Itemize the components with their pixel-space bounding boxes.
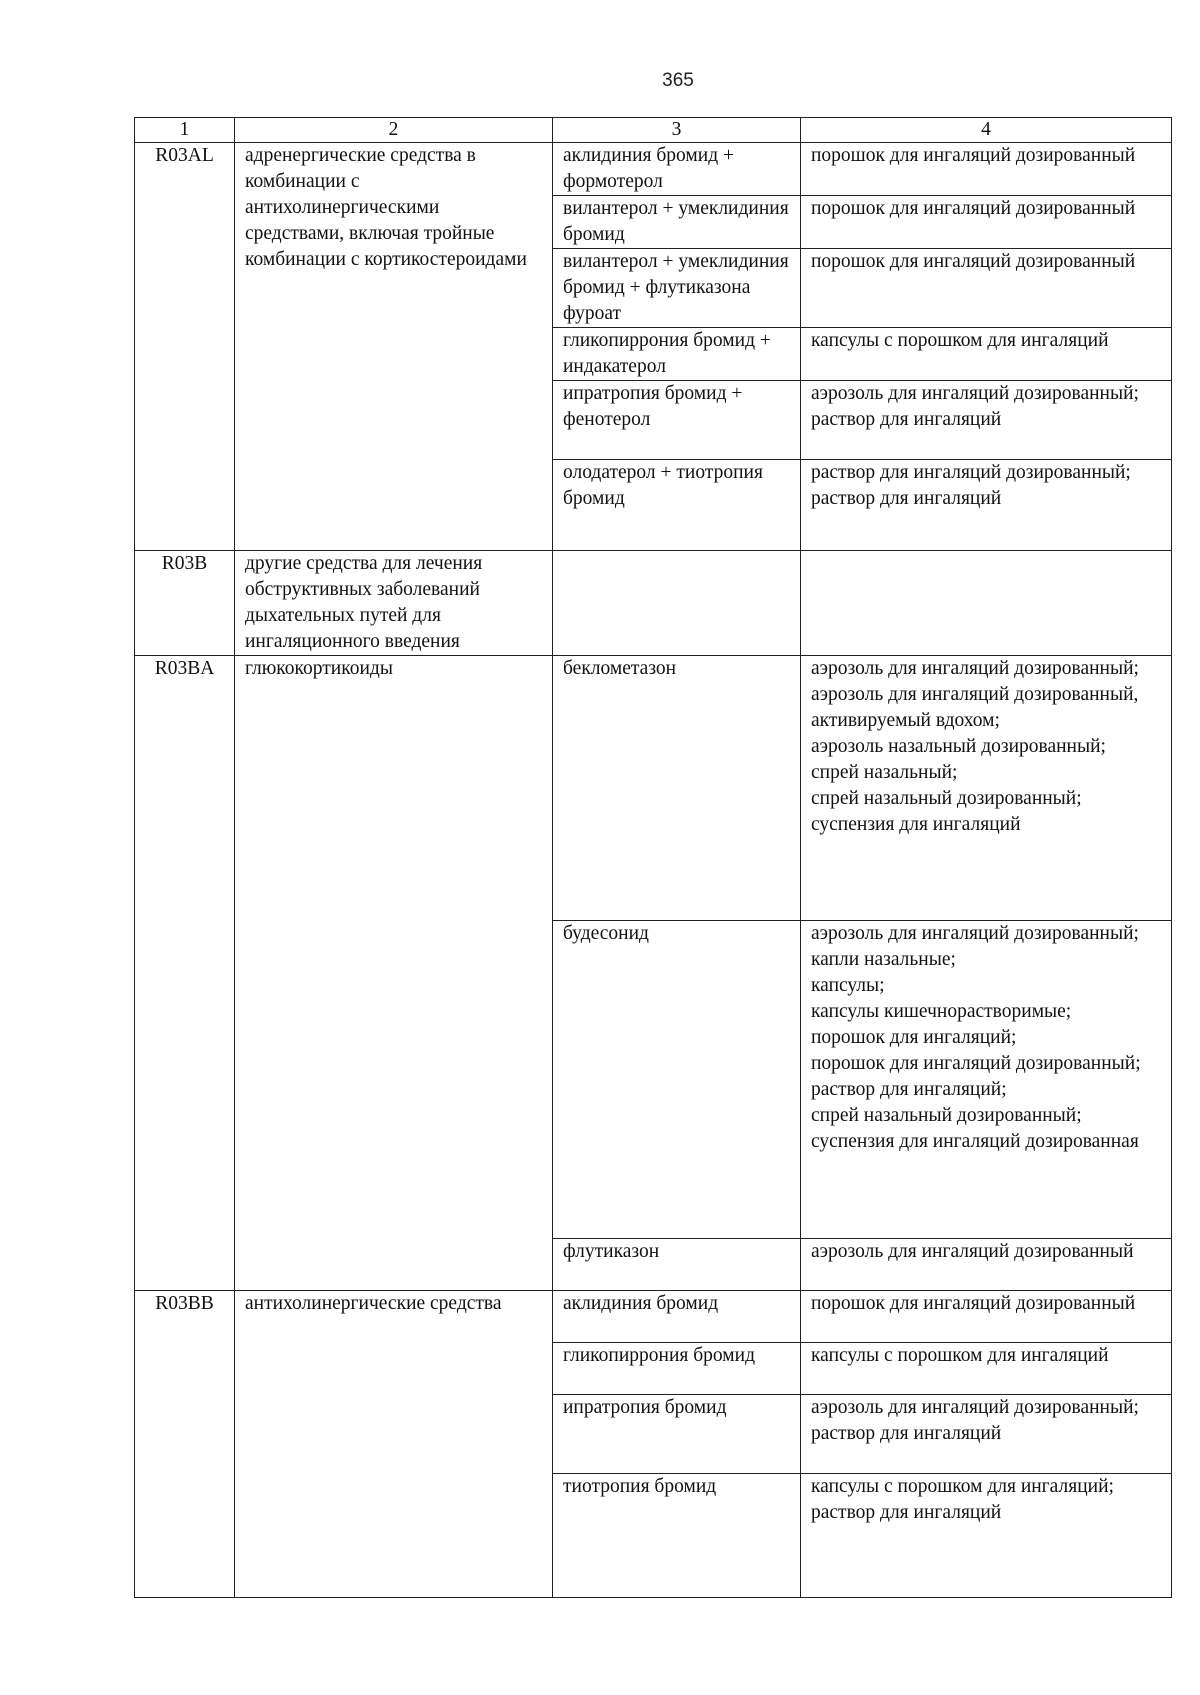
dosage-form: раствор для ингаляций — [811, 488, 1002, 509]
drug-name-cell: тиотропия бромид — [553, 1474, 801, 1598]
column-header: 1 — [135, 118, 235, 143]
dosage-forms-cell — [801, 1239, 1172, 1291]
dosage-forms-cell — [801, 1474, 1172, 1598]
drug-name-cell: аклидиния бромид + формотерол — [553, 143, 801, 196]
dosage-form: капсулы с порошком для ингаляций — [811, 1345, 1109, 1366]
dosage-forms-cell — [801, 460, 1172, 551]
dosage-form: капли назальные; — [811, 949, 956, 970]
table-row — [135, 1291, 1172, 1343]
dosage-form: капсулы кишечнорастворимые; — [811, 1001, 1072, 1022]
dosage-forms-cell — [801, 921, 1172, 1239]
dosage-form: суспензия для ингаляций дозированная — [811, 1131, 1139, 1152]
drug-name-cell: аклидиния бромид — [553, 1291, 801, 1343]
dosage-form: аэрозоль назальный дозированный; — [811, 736, 1106, 757]
dosage-forms-cell — [801, 196, 1172, 249]
drug-name-cell: ипратропия бромид — [553, 1395, 801, 1474]
group-name-cell: другие средства для лечения обструктивных заболеваний дыхательных путей для ингаляционного введения — [235, 551, 553, 656]
column-header: 3 — [553, 118, 801, 143]
drug-name-cell: флутиказон — [553, 1239, 801, 1291]
table-row — [135, 143, 1172, 196]
dosage-forms-cell — [801, 143, 1172, 196]
atc-code-cell: R03AL — [135, 143, 235, 551]
group-name-cell: глюкокортикоиды — [235, 656, 553, 1291]
drug-name-cell: будесонид — [553, 921, 801, 1239]
dosage-form: аэрозоль для ингаляций дозированный; — [811, 658, 1139, 679]
drug-name-cell: гликопиррония бромид + индакатерол — [553, 328, 801, 381]
dosage-form: спрей назальный дозированный; — [811, 1105, 1082, 1126]
dosage-form: раствор для ингаляций; — [811, 1079, 1007, 1100]
atc-code-cell: R03BA — [135, 656, 235, 1291]
dosage-form: спрей назальный дозированный; — [811, 788, 1082, 809]
drug-name-cell: ипратропия бромид + фенотерол — [553, 381, 801, 460]
dosage-forms-cell — [801, 1343, 1172, 1395]
drug-name-cell: вилантерол + умеклидиния бромид — [553, 196, 801, 249]
drug-table — [134, 117, 1172, 1598]
dosage-form: порошок для ингаляций дозированный — [811, 198, 1136, 219]
table-row — [135, 551, 1172, 656]
table-body — [135, 118, 1172, 1598]
dosage-form: порошок для ингаляций дозированный; — [811, 1053, 1141, 1074]
table-row — [135, 656, 1172, 921]
dosage-form: аэрозоль для ингаляций дозированный; — [811, 923, 1139, 944]
dosage-form: аэрозоль для ингаляций дозированный, активируемый вдохом; — [811, 684, 1139, 731]
drug-name-cell: олодатерол + тиотропия бромид — [553, 460, 801, 551]
column-header: 4 — [801, 118, 1172, 143]
dosage-forms-cell — [801, 1291, 1172, 1343]
group-name-cell: антихолинергические средства — [235, 1291, 553, 1598]
dosage-forms-cell — [801, 381, 1172, 460]
drug-name-cell: вилантерол + умеклидиния бромид + флутиказона фуроат — [553, 249, 801, 328]
dosage-form: раствор для ингаляций — [811, 1423, 1002, 1444]
dosage-forms-cell — [801, 328, 1172, 381]
drug-name-cell — [553, 551, 801, 656]
dosage-form: капсулы с порошком для ингаляций; — [811, 1476, 1114, 1497]
dosage-form: аэрозоль для ингаляций дозированный; — [811, 1397, 1139, 1418]
dosage-forms-cell — [801, 1395, 1172, 1474]
dosage-forms-cell — [801, 249, 1172, 328]
dosage-form: порошок для ингаляций дозированный — [811, 251, 1136, 272]
drug-name-cell: беклометазон — [553, 656, 801, 921]
dosage-form: порошок для ингаляций дозированный — [811, 1293, 1136, 1314]
atc-code-cell: R03BB — [135, 1291, 235, 1598]
column-header: 2 — [235, 118, 553, 143]
dosage-form: аэрозоль для ингаляций дозированный; — [811, 383, 1139, 404]
header-row — [135, 118, 1172, 143]
drug-name-cell: гликопиррония бромид — [553, 1343, 801, 1395]
dosage-form: раствор для ингаляций — [811, 409, 1002, 430]
dosage-forms-cell — [801, 551, 1172, 656]
dosage-form: порошок для ингаляций дозированный — [811, 145, 1136, 166]
dosage-form: суспензия для ингаляций — [811, 814, 1021, 835]
atc-code-cell: R03B — [135, 551, 235, 656]
dosage-form: раствор для ингаляций — [811, 1502, 1002, 1523]
dosage-form: спрей назальный; — [811, 762, 958, 783]
dosage-form: капсулы; — [811, 975, 885, 996]
dosage-forms-cell — [801, 656, 1172, 921]
group-name-cell: адренергические средства в комбинации с антихолинергическими средствами, включая тройные комбинации с кортикостероидами — [235, 143, 553, 551]
page-number: 365 — [662, 70, 694, 91]
dosage-form: порошок для ингаляций; — [811, 1027, 1017, 1048]
dosage-form: аэрозоль для ингаляций дозированный — [811, 1241, 1134, 1262]
dosage-form: раствор для ингаляций дозированный; — [811, 462, 1131, 483]
dosage-form: капсулы с порошком для ингаляций — [811, 330, 1109, 351]
